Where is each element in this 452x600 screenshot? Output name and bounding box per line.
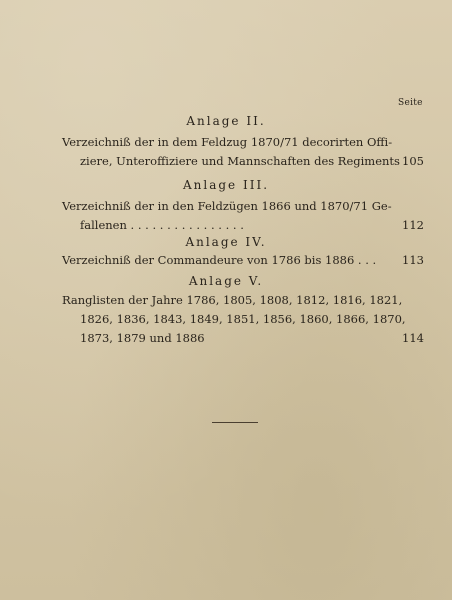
toc-entry-line: [62, 152, 424, 171]
toc-entry-text: Verzeichniß der Commandeure von 1786 bis 1886 . . .: [62, 253, 377, 267]
appendix-heading-3: Anlage III.: [182, 178, 270, 192]
section-divider-rule: [212, 422, 258, 423]
toc-entry-line: Verzeichniß der in den Feldzügen 1866 und 1870/71 Ge-: [62, 199, 392, 213]
toc-entry-line: Verzeichniß der in dem Feldzug 1870/71 decorirten Offi-: [62, 135, 393, 149]
appendix-heading-5: Anlage V.: [188, 274, 264, 288]
page-number: 113: [402, 253, 424, 267]
toc-entry-appendix-5: [62, 291, 424, 348]
page-number: 105: [402, 154, 424, 168]
toc-entry-line: [62, 251, 424, 270]
page-number: 114: [402, 331, 424, 345]
toc-entry-appendix-2: [62, 133, 424, 171]
toc-entry-line: Ranglisten der Jahre 1786, 1805, 1808, 1812, 1816, 1821,: [62, 293, 403, 307]
toc-entry-text: 1873, 1879 und 1886: [80, 331, 205, 345]
toc-entry-appendix-4: [62, 251, 424, 270]
toc-entry-line: [62, 329, 424, 348]
toc-entry-line: [62, 216, 424, 235]
toc-entry-appendix-3: [62, 197, 424, 235]
appendix-heading-4: Anlage IV.: [185, 235, 267, 249]
page-column-label: Seite: [398, 98, 423, 108]
toc-entry-line: 1826, 1836, 1843, 1849, 1851, 1856, 1860, 1866, 1870,: [80, 312, 406, 326]
page-number: 112: [402, 218, 424, 232]
toc-entry-text: fallenen . . . . . . . . . . . . . . . .: [80, 218, 244, 232]
appendix-heading-2: Anlage II.: [186, 114, 266, 128]
toc-entry-text: ziere, Unteroffiziere und Mannschaften des Regiments .: [80, 154, 408, 168]
